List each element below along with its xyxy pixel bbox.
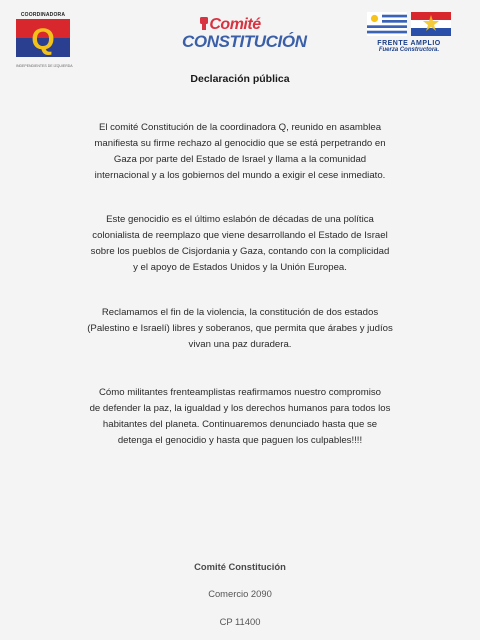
frente-amplio-flag-icon	[411, 12, 451, 36]
paragraph-line: Este genocidio es el último eslabón de décadas de una política	[106, 214, 374, 225]
paragraph-line: vivan una paz duradera.	[188, 339, 292, 350]
paragraph-line: y el apoyo de Estados Unidos y la Unión Europea.	[133, 262, 347, 273]
paragraph-1	[60, 120, 420, 184]
paragraph-line: (Palestino e Israelí) libres y soberanos, que permita que árabes y judíos	[87, 323, 393, 334]
uruguay-flag-icon	[367, 12, 407, 36]
paragraph-line: sobre los pueblos de Cisjordania y Gaza, contando con la complicidad	[90, 246, 390, 257]
paragraph-line: Gaza por parte del Estado de Israel y llama a la comunidad	[113, 154, 367, 165]
paragraph-line: colonialista de reemplazo que viene desarrollando el Estado de Israel	[92, 230, 388, 241]
document-title: Declaración pública	[190, 73, 290, 85]
fuerza-constructora-label: Fuerza Constructora.	[378, 47, 440, 53]
coordinadora-q-logo	[16, 12, 73, 68]
paragraph-line: de defender la paz, la igualdad y los derechos humanos para todos los	[89, 403, 391, 414]
paragraph-line: internacional y a los gobiernos del mundo a exigir el cese inmediato.	[94, 170, 386, 181]
paragraph-4	[60, 385, 420, 449]
comite-word: Comité	[209, 16, 261, 33]
footer-postal-code: CP 11400	[219, 616, 261, 627]
paragraph-line: El comité Constitución de la coordinadora Q, reunido en asamblea	[98, 122, 382, 133]
paragraph-2	[60, 212, 420, 276]
coordinadora-label: COORDINADORA	[20, 12, 66, 18]
paragraph-line: Reclamamos el fin de la violencia, la constitución de dos estados	[101, 307, 379, 318]
flags-row	[364, 12, 454, 36]
paragraph-line: detenga el genocidio y hasta que paguen los culpables!!!!	[117, 435, 363, 446]
paragraph-3	[60, 305, 420, 353]
comite-constitucion-logo	[182, 16, 307, 51]
frente-amplio-label: FRENTE AMPLIO	[377, 40, 441, 47]
q-flag-icon	[16, 19, 70, 57]
q-letter: Q	[31, 23, 55, 56]
footer-org: Comité Constitución	[194, 561, 286, 572]
constitucion-word: CONSTITUCIÓN	[182, 32, 307, 51]
paragraph-line: Cómo militantes frenteamplistas reafirmamos nuestro compromiso	[98, 387, 382, 398]
fist-icon	[199, 16, 209, 30]
frente-amplio-logo	[364, 12, 454, 54]
paragraph-line: manifiesta su firme rechazo al genocidio que se está perpetrando en	[94, 138, 386, 149]
coordinadora-subtext: INDEPENDIENTES DE IZQUIERDA	[16, 64, 73, 68]
paragraph-line: habitantes del planeta. Continuaremos denunciado hasta que se	[102, 419, 378, 430]
comite-logo-line1	[182, 16, 278, 33]
footer-address: Comercio 2090	[208, 588, 272, 599]
